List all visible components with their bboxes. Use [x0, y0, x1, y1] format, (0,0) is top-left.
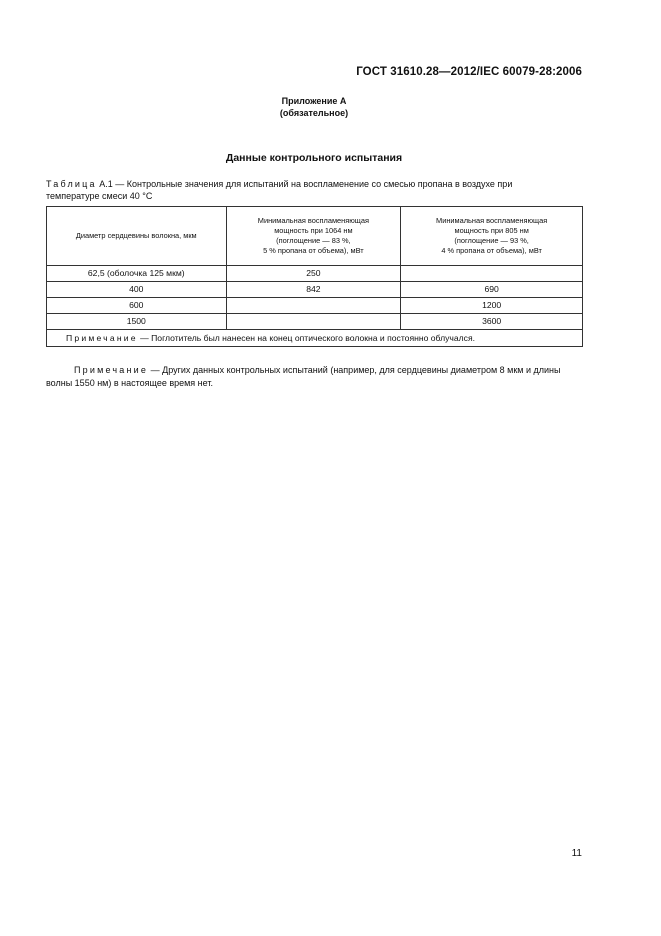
- table-note-label: Примечание: [66, 333, 138, 343]
- cell-core-diameter: 400: [47, 282, 227, 298]
- cell-core-diameter: 1500: [47, 314, 227, 330]
- table-caption-number: А.1: [99, 179, 113, 189]
- table-row: [47, 314, 583, 330]
- header-power-805nm: Минимальная воспламеняющая мощность при 805 нм (поглощение — 93 %, 4 % пропана от объема), мВт: [401, 207, 583, 266]
- cell-core-diameter: 600: [47, 298, 227, 314]
- table-row: [47, 282, 583, 298]
- table-note: [47, 330, 583, 347]
- cell-power-1064: 842: [226, 282, 401, 298]
- table-header-row: [47, 207, 583, 266]
- table-note-text: — Поглотитель был нанесен на конец оптического волокна и постоянно облучался.: [140, 333, 475, 343]
- reference-values-table: [46, 206, 583, 347]
- table-caption-line1: — Контрольные значения для испытаний на воспламенение со смесью пропана в воздухе при: [112, 179, 513, 189]
- section-title: Данные контрольного испытания: [225, 152, 403, 164]
- cell-power-1064: 250: [226, 266, 401, 282]
- cell-power-805: [401, 266, 583, 282]
- cell-power-805: 3600: [401, 314, 583, 330]
- table-caption-line2: температуре смеси 40 °С: [46, 191, 153, 201]
- table-row: [47, 298, 583, 314]
- annex-status: (обязательное): [279, 108, 349, 118]
- cell-core-diameter: 62,5 (оболочка 125 мкм): [47, 266, 227, 282]
- header-power-1064nm: Минимальная воспламеняющая мощность при 1064 нм (поглощение — 83 %, 5 % пропана от объема), мВт: [226, 207, 401, 266]
- footnote-text: — Других данных контрольных испытаний (например, для сердцевины диаметром 8 мкм и длины волны 1550 нм) в настоящее время нет.: [46, 365, 561, 388]
- header-core-diameter: Диаметр сердцевины волокна, мкм: [47, 207, 227, 266]
- annex-title: Приложение А: [281, 96, 347, 106]
- table-caption: [46, 178, 591, 202]
- cell-power-1064: [226, 314, 401, 330]
- cell-power-805: 1200: [401, 298, 583, 314]
- annex-heading: [0, 95, 628, 119]
- cell-power-1064: [226, 298, 401, 314]
- table-note-row: [47, 330, 583, 347]
- footnote: [46, 364, 586, 390]
- page-number: 11: [571, 848, 582, 859]
- table-row: [47, 266, 583, 282]
- table-caption-label: Таблица: [46, 179, 97, 189]
- footnote-label: Примечание: [74, 365, 149, 375]
- cell-power-805: 690: [401, 282, 583, 298]
- document-code: ГОСТ 31610.28—2012/IEC 60079-28:2006: [356, 66, 582, 78]
